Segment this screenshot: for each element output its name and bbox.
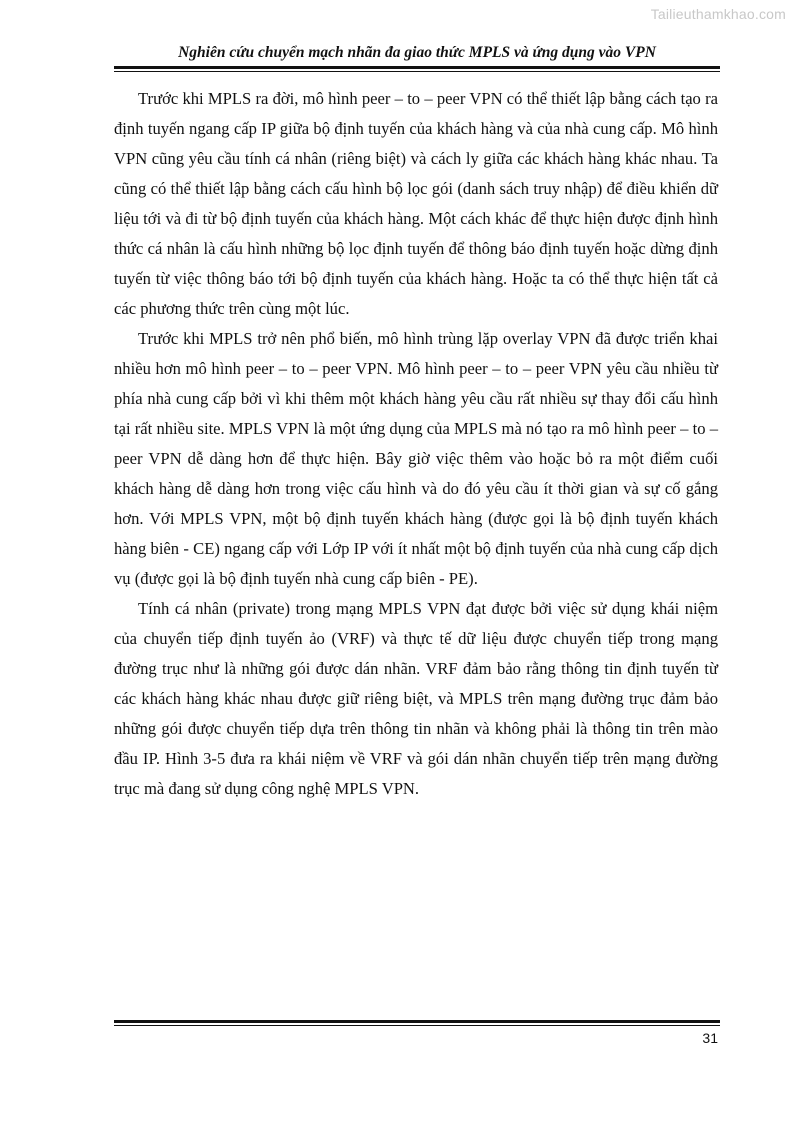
header-rule-thin	[114, 71, 720, 72]
page-number: 31	[702, 1030, 718, 1046]
page-header-title: Nghiên cứu chuyển mạch nhãn đa giao thức MPLS và ứng dụng vào VPN	[178, 44, 656, 61]
body-text	[114, 84, 718, 804]
footer-rule-thick	[114, 1020, 720, 1023]
header-rule-thick	[114, 66, 720, 69]
paragraph-1: Trước khi MPLS ra đời, mô hình peer – to – peer VPN có thể thiết lập bằng cách tạo ra định tuyến ngang cấp IP giữa bộ định tuyến của khách hàng và của nhà cung cấp. Mô hình VPN cũng yêu cầu tính cá nhân (riêng biệt) và cách ly giữa các khách hàng khác nhau. Ta cũng có thể thiết lập bằng cách cấu hình bộ lọc gói (danh sách truy nhập) để điều khiển dữ liệu tới và đi từ bộ định tuyến của khách hàng. Một cách khác để thực hiện được định hình thức cá nhân là cấu hình những bộ lọc định tuyến để thông báo định tuyến hoặc dừng định tuyến từ việc thông báo tới bộ định tuyến của khách hàng. Hoặc ta có thể thực hiện tất cả các phương thức trên cùng một lúc.	[114, 89, 718, 318]
watermark: Tailieuthamkhao.com	[650, 6, 786, 22]
paragraph-2: Trước khi MPLS trở nên phổ biến, mô hình trùng lặp overlay VPN đã được triển khai nhiều hơn mô hình peer – to – peer VPN. Mô hình peer – to – peer VPN yêu cầu nhiều từ phía nhà cung cấp bởi vì khi thêm một khách hàng yêu cầu rất nhiều sự thay đổi cấu hình tại rất nhiều site. MPLS VPN là một ứng dụng của MPLS mà nó tạo ra mô hình peer – to – peer VPN dễ dàng hơn để thực hiện. Bây giờ việc thêm vào hoặc bỏ ra một điểm cuối khách hàng dễ dàng hơn trong việc cấu hình và do đó yêu cầu ít thời gian và sự cố gắng hơn. Với MPLS VPN, một bộ định tuyến khách hàng (được gọi là bộ định tuyến khách hàng biên - CE) ngang cấp với Lớp IP với ít nhất một bộ định tuyến của nhà cung cấp dịch vụ (được gọi là bộ định tuyến nhà cung cấp biên - PE).	[114, 329, 718, 588]
footer-rule-thin	[114, 1025, 720, 1026]
paragraph-3: Tính cá nhân (private) trong mạng MPLS VPN đạt được bởi việc sử dụng khái niệm của chuyển tiếp định tuyến ảo (VRF) và thực tế dữ liệu được chuyển tiếp trong mạng đường trục như là những gói được dán nhãn. VRF đảm bảo rằng thông tin định tuyến từ các khách hàng khác nhau được giữ riêng biệt, và MPLS trên mạng đường trục đảm bảo những gói được chuyển tiếp dựa trên thông tin nhãn và không phải là thông tin trên mào đầu IP. Hình 3-5 đưa ra khái niệm về VRF và gói dán nhãn chuyển tiếp trên mạng đường trục mà đang sử dụng công nghệ MPLS VPN.	[114, 599, 718, 798]
